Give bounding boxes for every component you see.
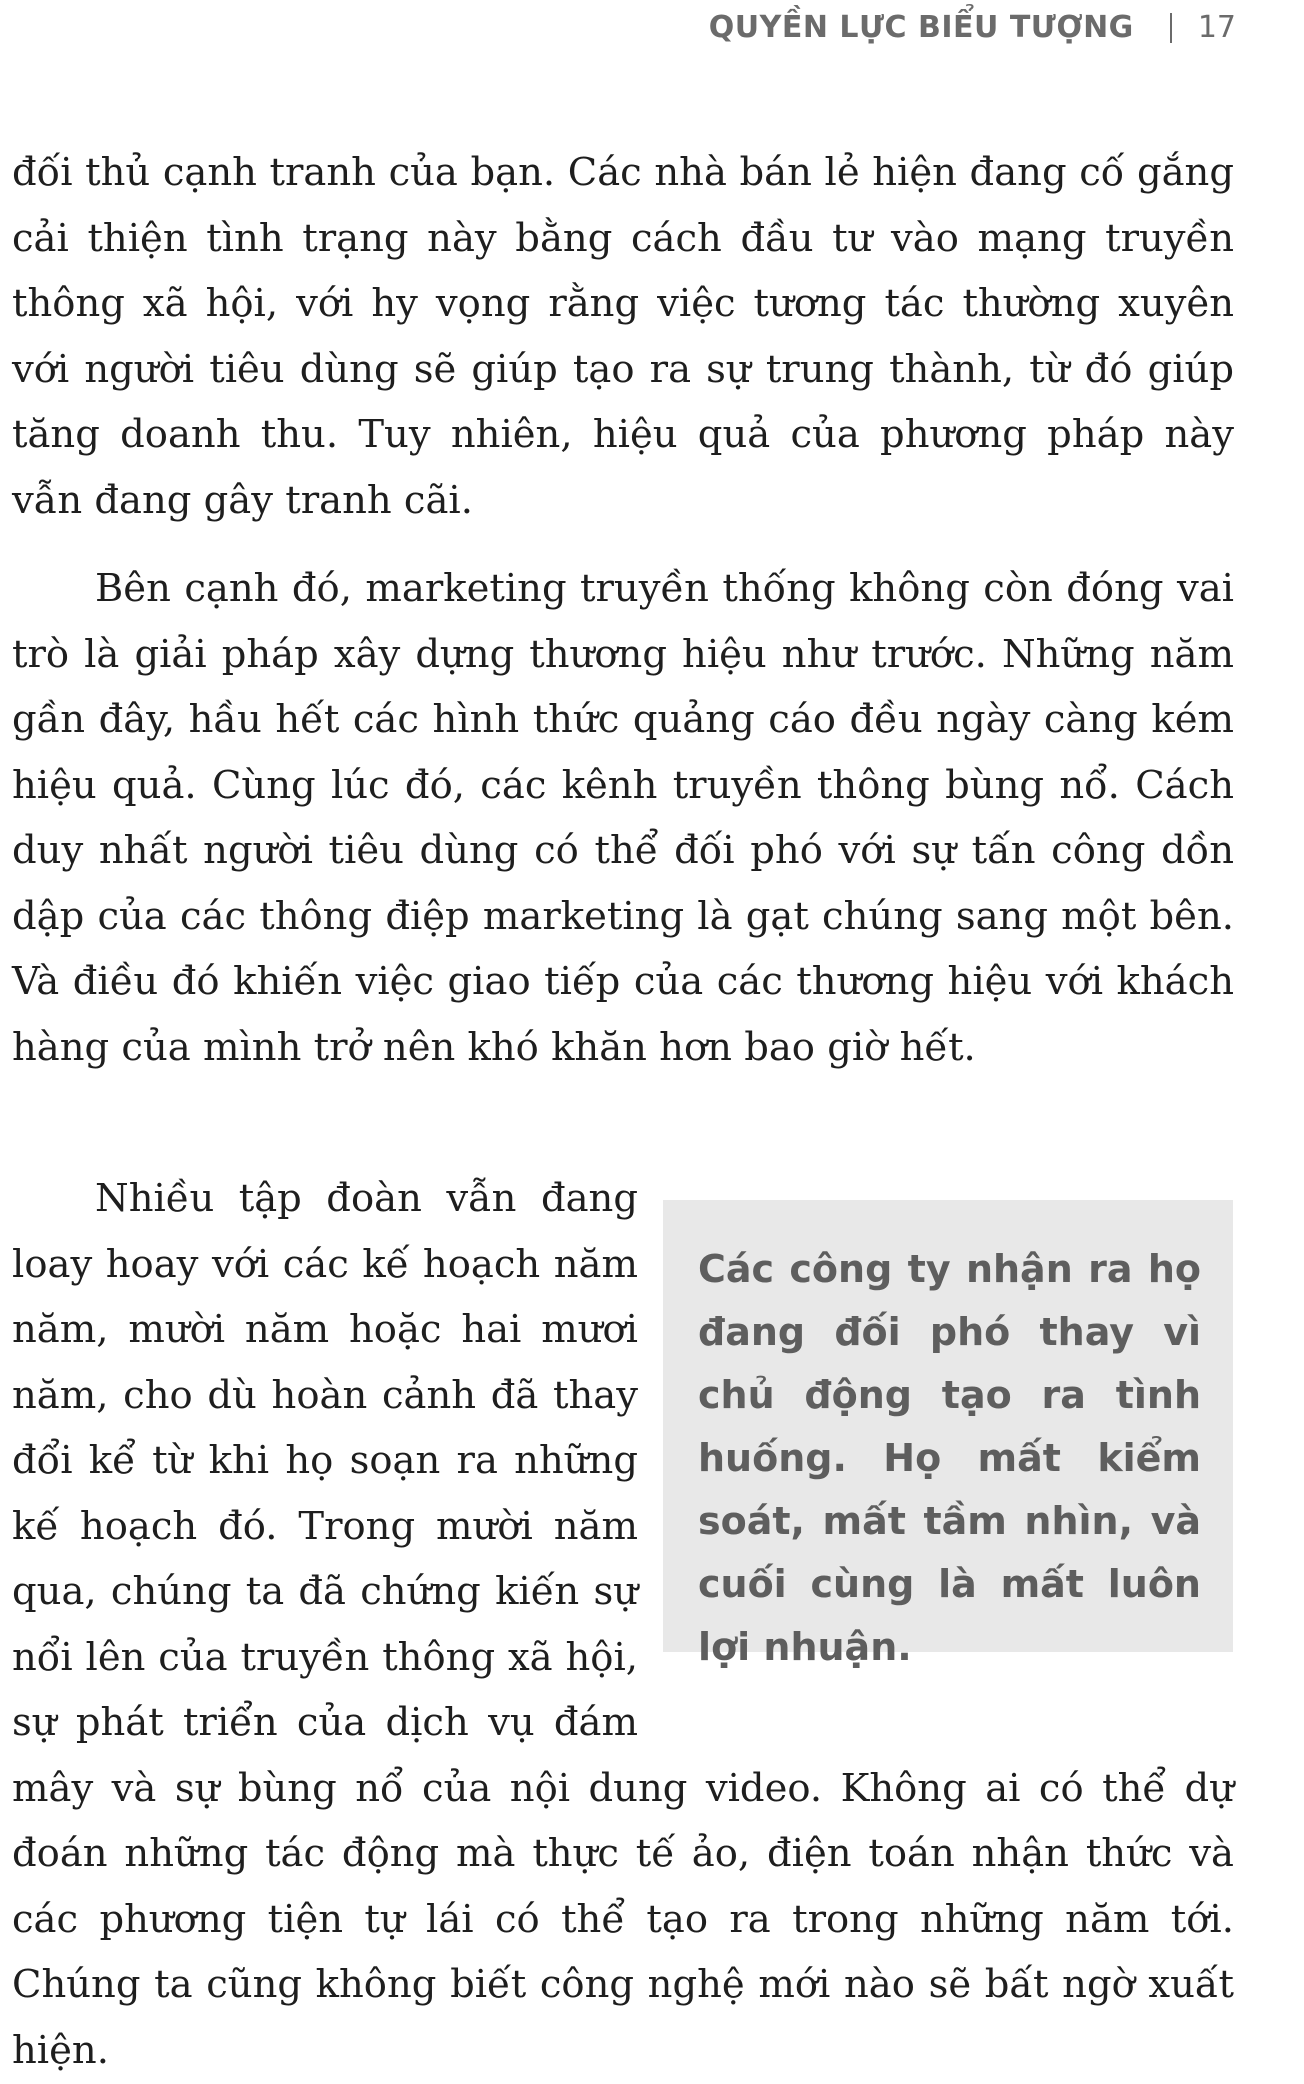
running-title: QUYỀN LỰC BIỂU TƯỢNG: [708, 10, 1134, 45]
body-paragraph-2: Bên cạnh đó, marketing truyền thống không còn đóng vai trò là giải pháp xây dựng thương hiệu như trước. Những năm gần đây, hầu hết các hình thức quảng cáo đều ngày càng kém hiệu quả. Cùng lúc đó, các kênh truyền thông bùng nổ. Cách duy nhất người tiêu dùng có thể đối phó với sự tấn công dồn dập của các thông điệp marketing là gạt chúng sang một bên. Và điều đó khiến việc giao tiếp của các thương hiệu với khách hàng của mình trở nên khó khăn hơn bao giờ hết.: [12, 566, 1234, 1070]
running-header: [709, 10, 1236, 45]
page-number: 17: [1197, 10, 1236, 45]
body-paragraph-1: đối thủ cạnh tranh của bạn. Các nhà bán lẻ hiện đang cố gắng cải thiện tình trạng này bằng cách đầu tư vào mạng truyền thông xã hội, với hy vọng rằng việc tương tác thường xuyên với người tiêu dùng sẽ giúp tạo ra sự trung thành, từ đó giúp tăng doanh thu. Tuy nhiên, hiệu quả của phương pháp này vẫn đang gây tranh cãi.: [12, 150, 1234, 523]
header-divider: [1170, 13, 1172, 43]
pull-quote-box: [663, 1200, 1233, 1669]
body-paragraph-3: Nhiều tập đoàn vẫn đang loay hoay với các kế hoạch năm năm, mười năm hoặc hai mươi năm, cho dù hoàn cảnh đã thay đổi kể từ khi họ soạn ra những kế hoạch đó. Trong mười năm qua, chúng ta đã chứng kiến sự nổi lên của truyền thông xã hội, sự phát triển của dịch vụ đám mây và sự bùng nổ của nội dung video. Không ai có thể dự đoán những tác động mà thực tế ảo, điện toán nhận thức và các phương tiện tự lái có thể tạo ra trong những năm tới. Chúng ta cũng không biết công nghệ mới nào sẽ bất ngờ xuất hiện.: [12, 1176, 1234, 2073]
pull-quote-text: Các công ty nhận ra họ đang đối phó thay vì chủ động tạo ra tình huống. Họ mất kiểm soát, mất tầm nhìn, và cuối cùng là mất luôn lợi nhuận.: [698, 1247, 1201, 1669]
